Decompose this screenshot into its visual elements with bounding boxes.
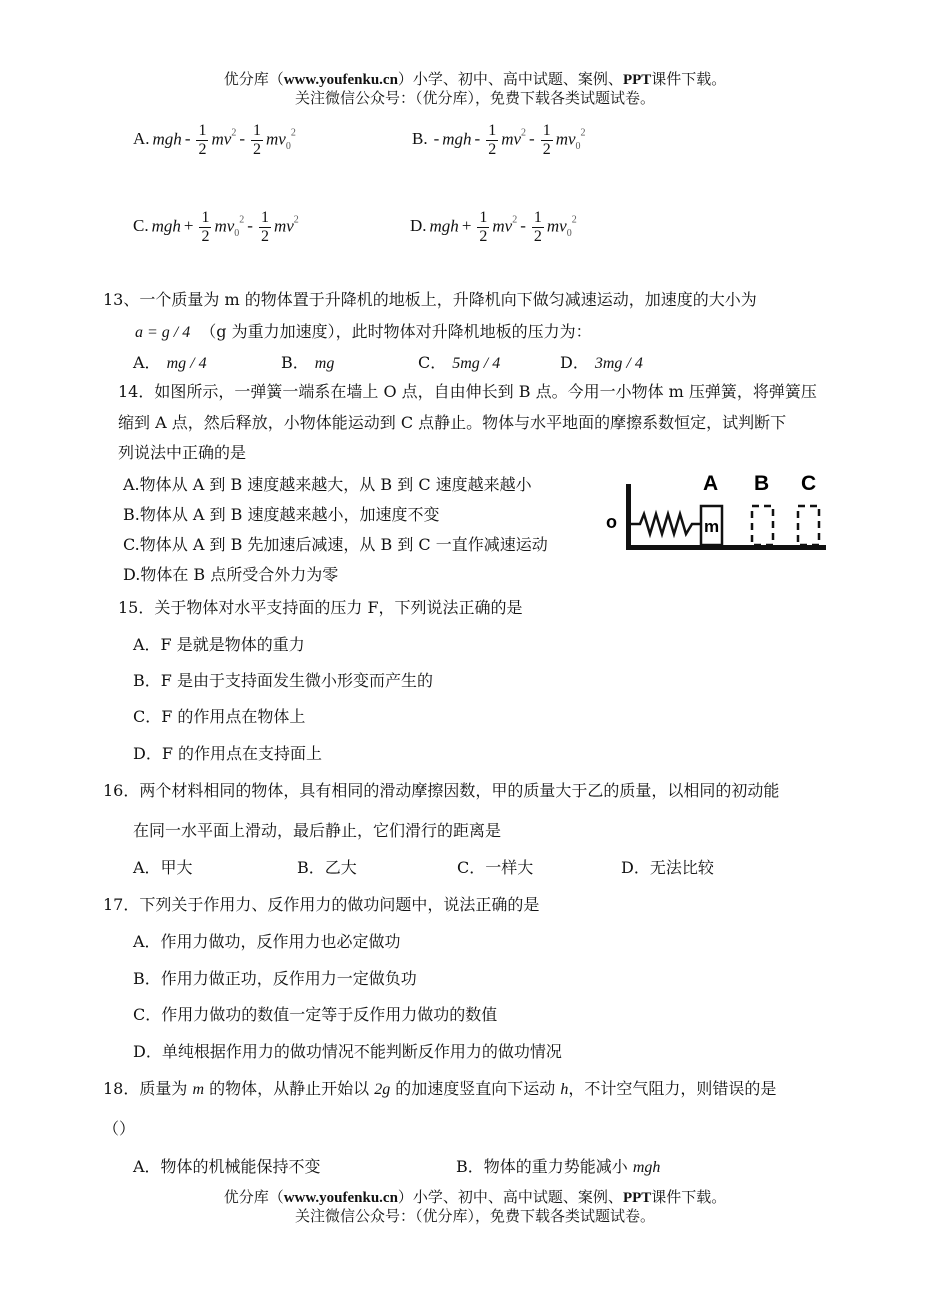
q15-option-d: D．F 的作用点在支持面上 [133,744,323,763]
q16-option-d: D．无法比较 [621,858,714,877]
q14-option-d: D.物体在 B 点所受合外力为零 [123,565,339,584]
q16-option-c: C．一样大 [457,858,534,877]
q18-option-b: B．物体的重力势能减小 mgh [456,1157,661,1176]
header-text: 优分库（ [223,70,284,88]
spring [631,514,701,534]
q13-option-d: D． 3mg / 4 [560,353,643,372]
spring-block-figure [600,462,840,558]
footer-url: www.youfenku.cn [283,1190,398,1206]
q16-option-a: A．甲大 [133,858,193,877]
q16-option-b: B．乙大 [297,858,357,877]
q14-stem-line-2: 缩到 A 点，然后释放，小物体能运动到 C 点静止。物体与水平地面的摩擦系数恒定，试判断下 [118,413,787,432]
q13-stem-line-1: 13、一个质量为 m 的物体置于升降机的地板上，升降机向下做匀减速运动，加速度的大小为 [103,290,757,309]
header-text: ）小学、初中、高中试题、案例、 [397,70,623,88]
q17-option-d: D．单纯根据作用力的做功情况不能判断反作用力的做功情况 [133,1042,562,1061]
q16-stem-line-1: 16．两个材料相同的物体，具有相同的滑动摩擦因数，甲的质量大于乙的质量，以相同的初动能 [103,781,780,800]
q18-stem: 18．质量为 m 的物体，从静止开始以 2g 的加速度竖直向下运动 h，不计空气阻力，则错误的是 [103,1079,777,1098]
position-b-outline [752,506,773,545]
footer-line-2: 关注微信公众号：（优分库），免费下载各类试题试卷。 [294,1207,655,1225]
footer-ppt: PPT [622,1190,652,1206]
footer-text: 课件下载。 [651,1188,727,1206]
q15-option-b: B．F 是由于支持面发生微小形变而产生的 [133,671,433,690]
q17-stem: 17．下列关于作用力、反作用力的做功问题中，说法正确的是 [103,895,540,914]
figure-label-m: m [704,517,720,536]
q17-option-c: C．作用力做功的数值一定等于反作用力做功的数值 [133,1005,498,1024]
q13-stem-line-2: a = g / 4 （g 为重力加速度），此时物体对升降机地板的压力为： [135,322,592,341]
q14-option-c: C.物体从 A 到 B 先加速后减速，从 B 到 C 一直作减速运动 [123,535,548,554]
ground [626,545,826,550]
q15-stem: 15．关于物体对水平支持面的压力 F，下列说法正确的是 [118,598,523,617]
q17-option-b: B．作用力做正功，反作用力一定做负功 [133,969,417,988]
figure-label-a: A [703,472,719,495]
header-text: 课件下载。 [651,70,727,88]
q17-option-a: A．作用力做功，反作用力也必定做功 [133,932,401,951]
q13-option-c: C． 5mg / 4 [418,353,501,372]
footer-text: ）小学、初中、高中试题、案例、 [397,1188,623,1206]
q18-option-a: A．物体的机械能保持不变 [133,1157,321,1176]
footer-line-1 [0,1188,950,1207]
q12-option-a: A. mgh - $\frac{1}{2}$ $mv^2$ - $\frac{1}{2}$ $mv_0^2$ [133,122,296,158]
q15-option-a: A．F 是就是物体的重力 [133,635,305,654]
q12-option-c: C. mgh + $\frac{1}{2}$ $mv_0^2$ - $\frac{1}{2}$ $mv^2$ [133,209,299,245]
q15-option-c: C．F 的作用点在物体上 [133,707,306,726]
footer-text: 优分库（ [223,1188,284,1206]
q16-stem-line-2: 在同一水平面上滑动，最后静止，它们滑行的距离是 [133,821,502,840]
wall [626,484,631,550]
header-url: www.youfenku.cn [283,72,398,88]
header-line-2: 关注微信公众号：（优分库），免费下载各类试题试卷。 [294,89,655,107]
header-line-1 [0,70,950,89]
q14-stem-line-1: 14．如图所示，一弹簧一端系在墙上 O 点，自由伸长到 B 点。今用一小物体 m 压弹簧，将弹簧压 [118,382,817,401]
header-ppt: PPT [622,72,652,88]
q14-option-a: A.物体从 A 到 B 速度越来越大，从 B 到 C 速度越来越小 [123,475,532,494]
q13-option-a: A． mg / 4 [133,353,207,372]
q18-answer-paren: （） [103,1119,136,1138]
figure-label-b: B [754,472,770,495]
q12-option-b: B. - mgh - $\frac{1}{2}$ $mv^2$ - $\frac{1}{2}$ $mv_0^2$ [412,122,586,158]
position-c-outline [798,506,819,545]
figure-label-c: C [801,472,817,495]
q13-option-b: B． mg [281,353,335,372]
q14-stem-line-3: 列说法中正确的是 [118,443,247,462]
figure-label-o: o [606,512,617,532]
q12-option-d: D. mgh + $\frac{1}{2}$ $mv^2$ - $\frac{1}{2}$ $mv_0^2$ [410,209,577,245]
q14-option-b: B.物体从 A 到 B 速度越来越小，加速度不变 [123,505,440,524]
